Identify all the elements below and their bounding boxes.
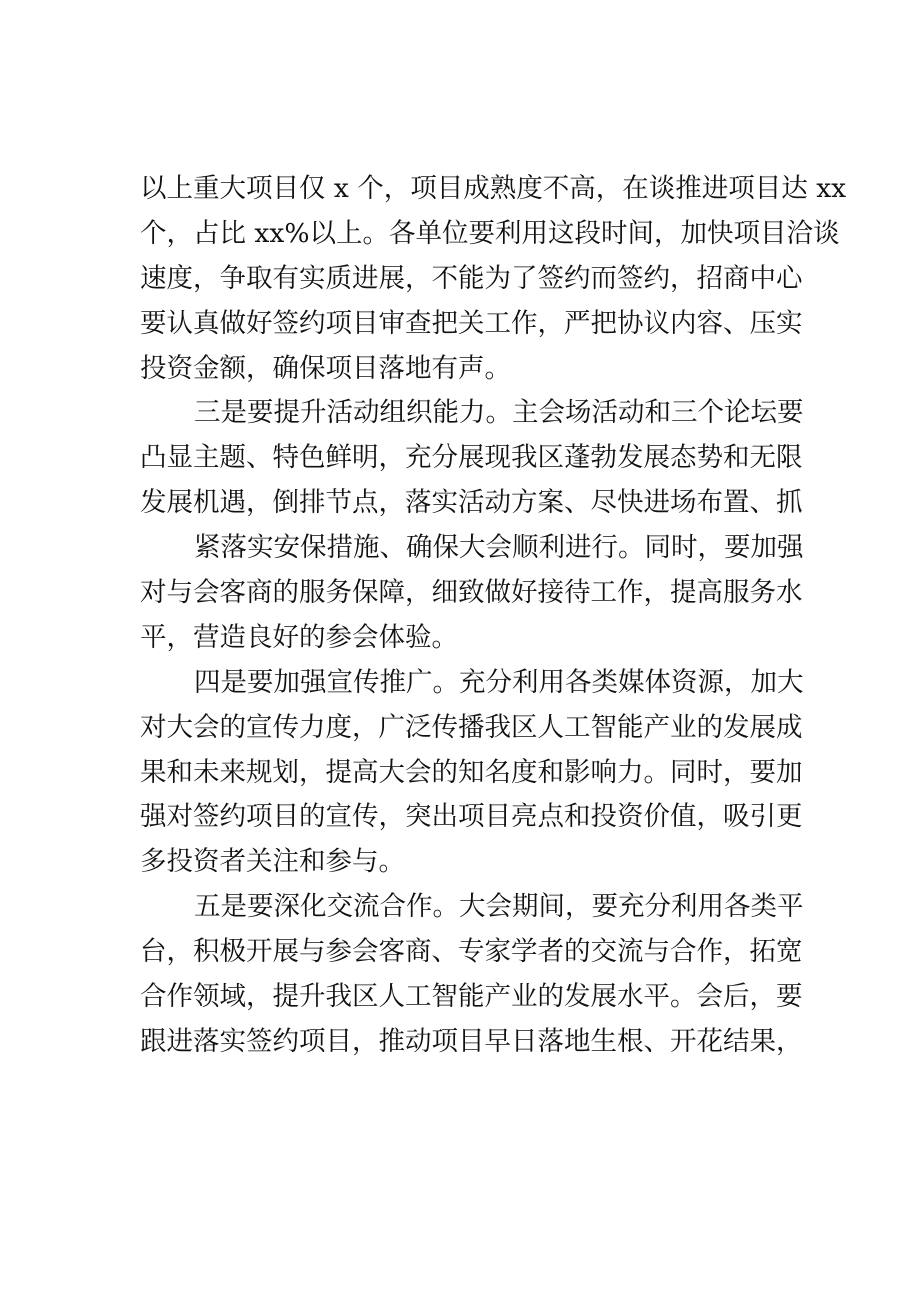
- text-line: 凸显主题、特色鲜明，充分展现我区蓬勃发展态势和无限: [140, 442, 803, 474]
- document-page: [140, 167, 847, 1065]
- text-line: 果和未来规划，提高大会的知名度和影响力。同时，要加: [140, 756, 803, 788]
- text-line: 紧落实安保措施、确保大会顺利进行。同时，要加强: [194, 532, 804, 564]
- text-line: 五是要深化交流合作。大会期间，要充分利用各类平: [194, 891, 804, 923]
- text-line: 跟进落实签约项目，推动项目早日落地生根、开花结果，: [140, 1025, 803, 1057]
- text-line: 多投资者关注和参与。: [140, 846, 405, 878]
- text-line: 投资金额，确保项目落地有声。: [140, 352, 511, 384]
- text-line: 个，占比 xx%以上。各单位要利用这段时间，加快项目洽谈: [140, 217, 840, 249]
- text-line: 发展机遇，倒排节点，落实活动方案、尽快进场布置、抓: [140, 487, 803, 519]
- text-line: 对与会客商的服务保障，细致做好接待工作，提高服务水: [140, 577, 803, 609]
- text-line: 速度，争取有实质进展，不能为了签约而签约，招商中心: [140, 262, 803, 294]
- text-line: 台，积极开展与参会客商、专家学者的交流与合作，拓宽: [140, 936, 803, 968]
- paragraph-point-four: [140, 661, 804, 885]
- text-line: 合作领域，提升我区人工智能产业的发展水平。会后，要: [140, 981, 803, 1013]
- paragraph-point-three: [140, 391, 804, 660]
- text-line: 四是要加强宣传推广。充分利用各类媒体资源，加大: [194, 666, 804, 698]
- text-line: 要认真做好签约项目审查把关工作，严把协议内容、压实: [140, 307, 803, 339]
- paragraph-point-five: [140, 885, 804, 1065]
- text-line: 以上重大项目仅 x 个，项目成熟度不高，在谈推进项目达 xx: [140, 173, 847, 204]
- paragraph-project-progress: [140, 167, 847, 391]
- text-line: 三是要提升活动组织能力。主会场活动和三个论坛要: [194, 397, 804, 429]
- text-line: 强对签约项目的宣传，突出项目亮点和投资价值，吸引更: [140, 801, 803, 833]
- text-line: 对大会的宣传力度，广泛传播我区人工智能产业的发展成: [140, 711, 803, 743]
- text-line: 平，营造良好的参会体验。: [140, 621, 458, 653]
